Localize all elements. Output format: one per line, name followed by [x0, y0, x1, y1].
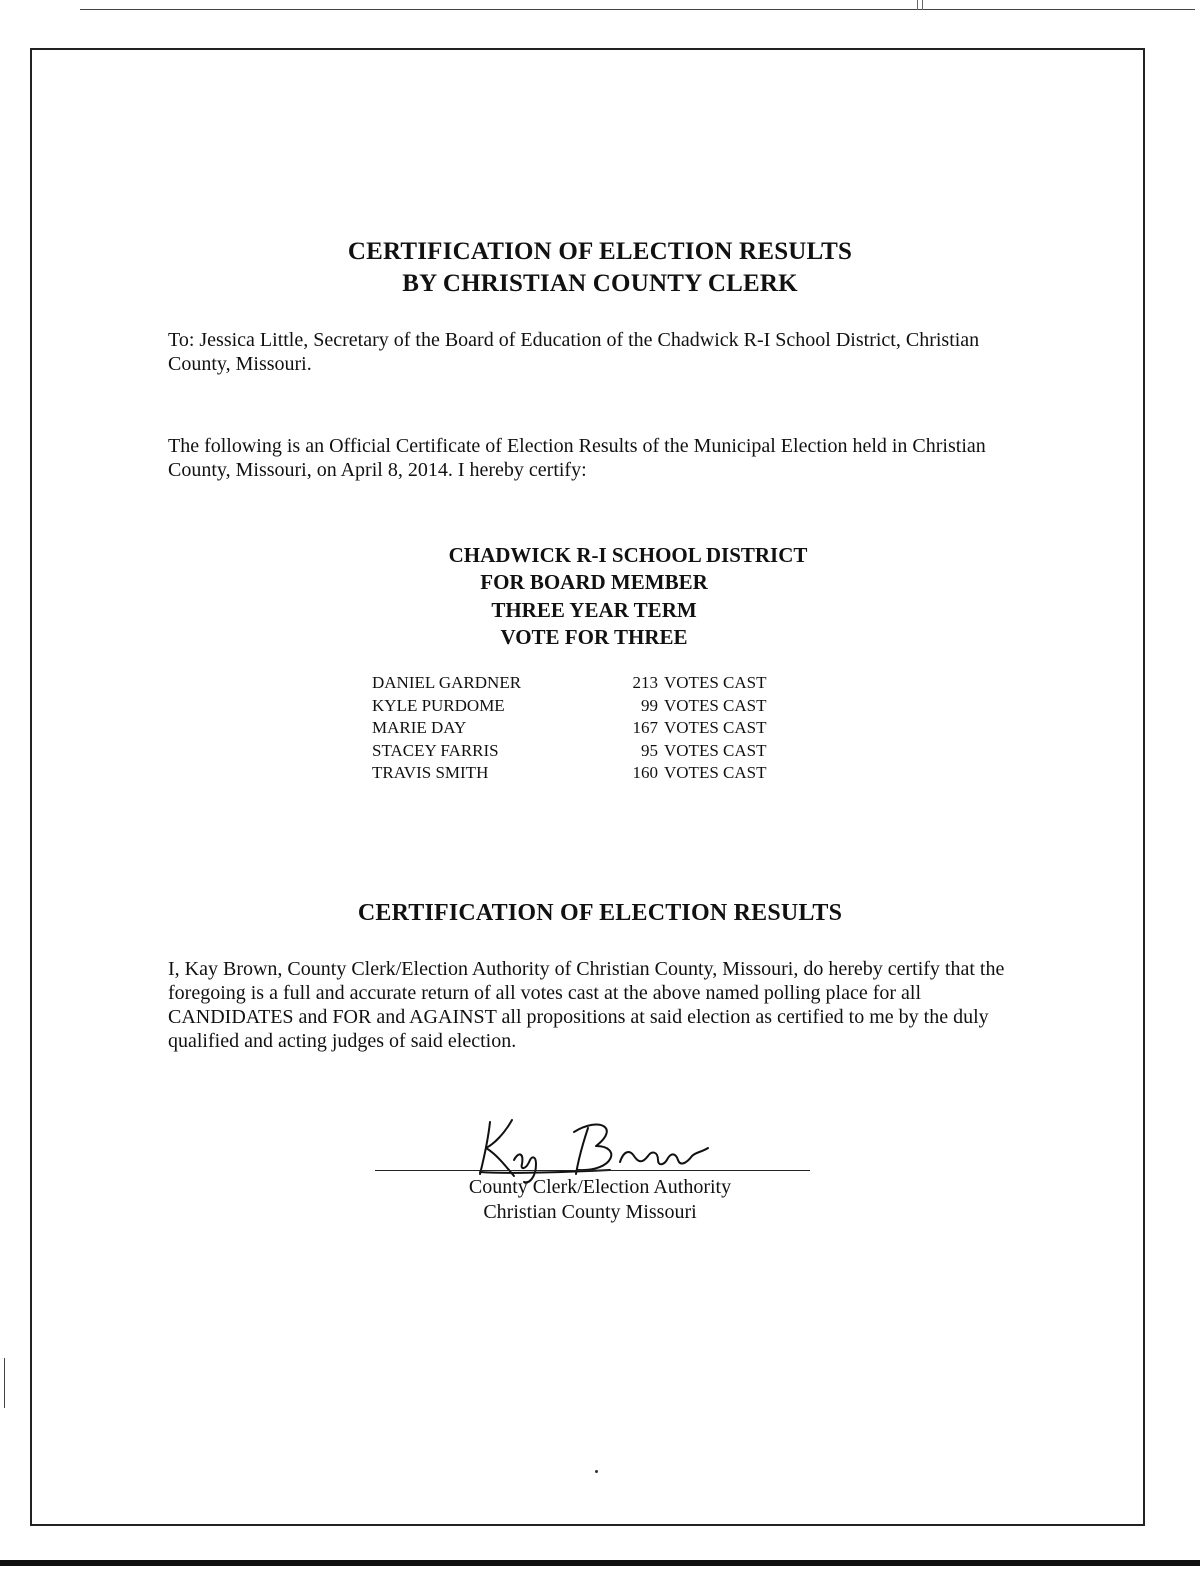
- contest-term: THREE YEAR TERM: [491, 598, 697, 622]
- scan-speck: [595, 1470, 598, 1473]
- results-list: [372, 672, 822, 785]
- contest-district: CHADWICK R-I SCHOOL DISTRICT: [448, 543, 808, 567]
- vote-count: 167: [632, 718, 658, 737]
- candidate-name: DANIEL GARDNER: [372, 673, 522, 692]
- certification-title: CERTIFICATION OF ELECTION RESULTS: [357, 900, 843, 926]
- result-row: [372, 695, 822, 718]
- addressee-paragraph: To: Jessica Little, Secretary of the Board of Education of the Chadwick R-I School District, Christian County, Missouri.: [168, 329, 980, 375]
- candidate-name: MARIE DAY: [372, 718, 467, 737]
- signature-line: [375, 1170, 810, 1171]
- signer-jurisdiction: Christian County Missouri: [483, 1201, 697, 1223]
- signer-title: County Clerk/Election Authority: [468, 1176, 732, 1198]
- scan-artifact: [4, 1358, 5, 1408]
- document-title: CERTIFICATION OF ELECTION RESULTS: [347, 238, 853, 265]
- scan-artifact: [917, 0, 923, 10]
- contest-vote-for: VOTE FOR THREE: [500, 625, 688, 649]
- result-row: [372, 717, 822, 740]
- contest-office: FOR BOARD MEMBER: [480, 570, 708, 594]
- vote-label: VOTES CAST: [664, 695, 767, 715]
- vote-count: 95: [641, 740, 658, 760]
- vote-label: VOTES CAST: [664, 763, 767, 782]
- vote-label: VOTES CAST: [664, 718, 767, 737]
- candidate-name: TRAVIS SMITH: [372, 763, 489, 782]
- document-subtitle: BY CHRISTIAN COUNTY CLERK: [402, 270, 798, 297]
- scan-bottom-edge: [0, 1560, 1200, 1566]
- result-row: [372, 762, 822, 785]
- certification-paragraph: I, Kay Brown, County Clerk/Election Authority of Christian County, Missouri, do hereby certify that the foregoing is a full and accurate return of all votes cast at the above named polling place for all CANDIDATES and FOR and AGAINST all propositions at said election as certified to me by the duly qualified and acting judges of said election.: [168, 958, 1005, 1052]
- candidate-name: KYLE PURDOME: [372, 695, 505, 715]
- vote-count: 160: [632, 763, 658, 782]
- vote-label: VOTES CAST: [664, 740, 767, 760]
- vote-label: VOTES CAST: [664, 673, 767, 692]
- scan-top-edge: [80, 9, 1195, 10]
- vote-count: 99: [641, 695, 658, 715]
- intro-paragraph: The following is an Official Certificate of Election Results of the Municipal Election held in Christian County, Missouri, on April 8, 2014. I hereby certify:: [168, 435, 986, 481]
- vote-count: 213: [632, 673, 658, 692]
- result-row: [372, 672, 822, 695]
- result-row: [372, 740, 822, 763]
- candidate-name: STACEY FARRIS: [372, 740, 499, 760]
